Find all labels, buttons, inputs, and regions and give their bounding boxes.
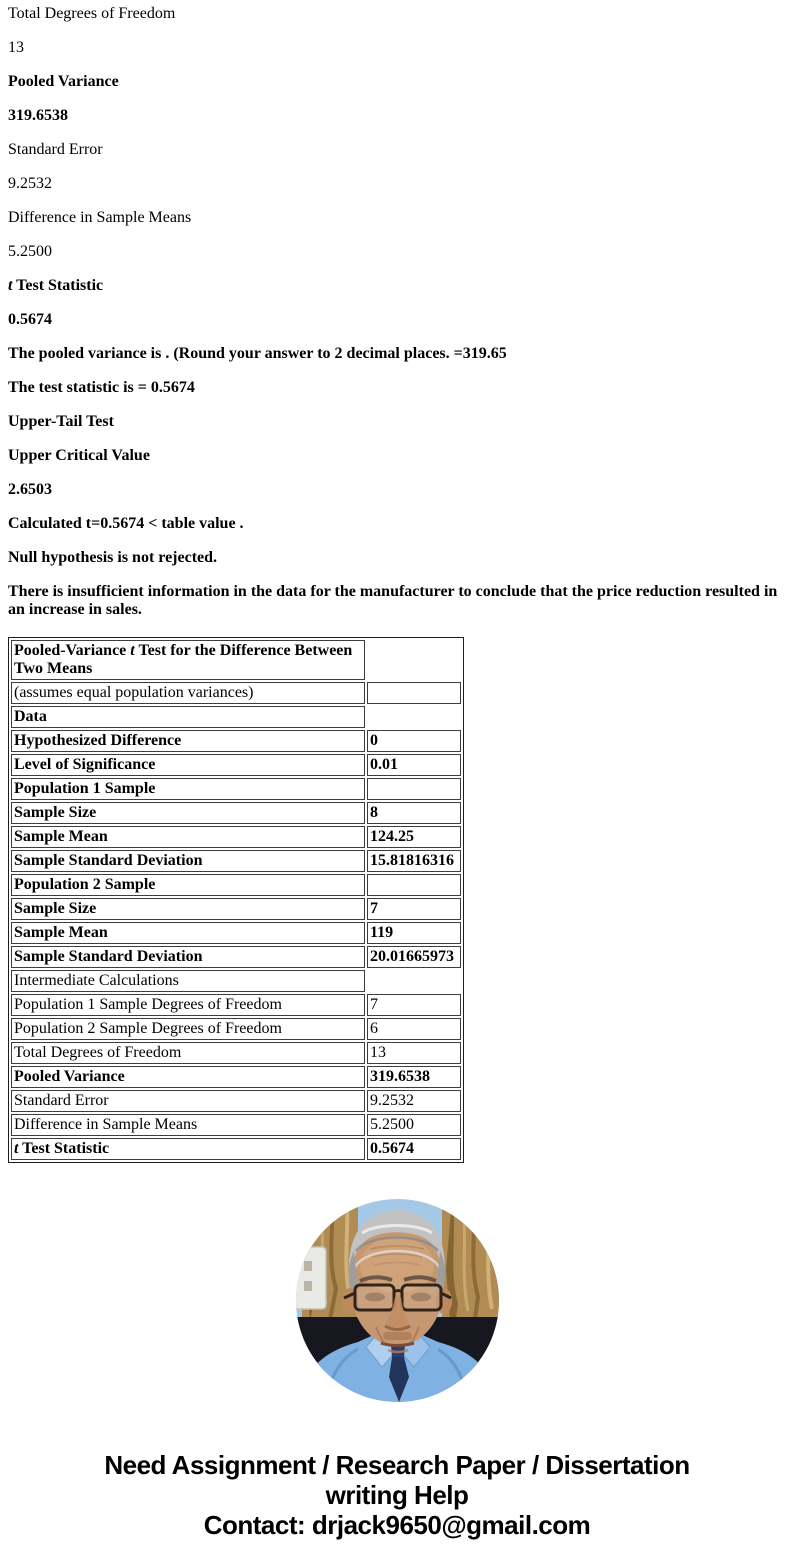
text-segment: Test for the Difference Between Two Means [14,642,353,677]
text-segment: Population 1 Sample Degrees of Freedom [14,996,282,1013]
text-segment: Sample Size [14,900,97,917]
table-row [11,946,461,968]
paragraph [8,413,786,431]
row-label [11,922,365,944]
paragraph [8,175,786,193]
table-row [11,994,461,1016]
table-row [11,778,461,800]
table-row [11,970,461,992]
text-segment: Null hypothesis is not rejected. [8,549,218,566]
row-value: 5.2500 [367,1114,461,1136]
table-row [11,898,461,920]
text-segment: Level of Significance [14,756,156,773]
text-segment: There is insufficient information in the data for the manufacturer to conclude that the price reduction resulted in an increase in sales. [8,583,778,618]
row-value [367,778,461,800]
text-segment: Intermediate Calculations [14,972,179,989]
table-row [11,802,461,824]
row-value [367,970,461,992]
paragraph [8,5,786,23]
text-segment: Test Statistic [12,277,104,294]
row-label [11,682,365,704]
row-label [11,706,365,728]
footer-line: Need Assignment / Research Paper / Dissertation [104,1450,690,1480]
row-label [11,730,365,752]
italic-text-segment: t [130,642,135,659]
switch-plate [296,1247,326,1309]
table-row [11,1018,461,1040]
row-value: 13 [367,1042,461,1064]
paragraph [8,447,786,465]
paragraph [8,107,786,125]
row-label [11,874,365,896]
paragraph [8,209,786,227]
paragraph [8,39,786,57]
paragraph [8,141,786,159]
italic-text-segment: t [8,277,13,294]
intro-paragraphs [8,5,786,619]
row-value [367,874,461,896]
table-row [11,682,461,704]
text-segment: Upper Critical Value [8,447,150,464]
table-row [11,1066,461,1088]
text-segment: Upper-Tail Test [8,413,114,430]
text-segment: Pooled Variance [14,1068,125,1085]
table-row [11,1090,461,1112]
text-segment: Total Degrees of Freedom [8,5,176,22]
row-label [11,1018,365,1040]
row-label [11,1066,365,1088]
row-label [11,754,365,776]
row-label [11,778,365,800]
row-value: 7 [367,898,461,920]
row-value: 8 [367,802,461,824]
table-row [11,850,461,872]
paragraph [8,277,786,295]
table-row [11,730,461,752]
table-row [11,706,461,728]
row-value [367,682,461,704]
row-value: 0 [367,730,461,752]
table-row [11,1138,461,1160]
row-label [11,994,365,1016]
text-segment: Standard Error [14,1092,109,1109]
row-value: 0.01 [367,754,461,776]
paragraph [8,311,786,329]
row-label [11,1042,365,1064]
table-row [11,1114,461,1136]
text-segment: Population 2 Sample [14,876,156,893]
row-value: 119 [367,922,461,944]
table-row [11,874,461,896]
text-segment: Population 2 Sample Degrees of Freedom [14,1020,282,1037]
paragraph [8,379,786,397]
row-value: 6 [367,1018,461,1040]
paragraph [8,515,786,533]
table-row [11,1042,461,1064]
row-value: 9.2532 [367,1090,461,1112]
row-label [11,1090,365,1112]
text-segment: Calculated t=0.5674 < table value . [8,515,244,532]
table-row [11,922,461,944]
row-label [11,826,365,848]
italic-text-segment: t [14,1140,19,1157]
paragraph [8,243,786,261]
row-value: 0.5674 [367,1138,461,1160]
text-segment: 13 [8,39,24,56]
paragraph [8,583,786,619]
row-label [11,946,365,968]
paragraph [8,73,786,91]
text-segment: The test statistic is = 0.5674 [8,379,195,396]
footer-line: writing Help [325,1480,469,1510]
paragraph [8,549,786,567]
table-row [11,826,461,848]
table-row [11,640,461,680]
row-value: 319.6538 [367,1066,461,1088]
row-value: 7 [367,994,461,1016]
text-segment: 319.6538 [8,107,68,124]
row-label [11,898,365,920]
row-label [11,970,365,992]
document-page [0,5,794,1540]
text-segment: Sample Mean [14,828,108,845]
text-segment: 5.2500 [8,243,52,260]
text-segment: 9.2532 [8,175,52,192]
text-segment: Standard Error [8,141,103,158]
text-segment: Sample Size [14,804,97,821]
text-segment: Difference in Sample Means [8,209,192,226]
pooled-variance-table [8,637,464,1163]
paragraph [8,481,786,499]
row-value [367,706,461,728]
row-label [11,802,365,824]
row-value: 20.01665973 [367,946,461,968]
text-segment: Sample Standard Deviation [14,948,203,965]
row-label [11,640,365,680]
text-segment: (assumes equal population variances) [14,684,254,701]
row-value [367,640,461,680]
text-segment: The pooled variance is . (Round your answer to 2 decimal places. =319.65 [8,345,507,362]
footer-contact-line: Contact: drjack9650@gmail.com [203,1510,591,1540]
text-segment: 0.5674 [8,311,52,328]
text-segment: Pooled-Variance [14,642,131,659]
text-segment: Sample Mean [14,924,108,941]
row-value: 15.81816316 [367,850,461,872]
table-row [11,754,461,776]
row-label [11,850,365,872]
text-segment: 2.6503 [8,481,52,498]
text-segment: Total Degrees of Freedom [14,1044,182,1061]
row-label [11,1114,365,1136]
stats-table-body [11,640,461,1160]
text-segment: Data [14,708,47,725]
tutor-portrait-photo [296,1199,499,1402]
paragraph [8,345,786,363]
text-segment: Population 1 Sample [14,780,156,797]
text-segment: Difference in Sample Means [14,1116,198,1133]
text-segment: Sample Standard Deviation [14,852,203,869]
text-segment: Hypothesized Difference [14,732,182,749]
row-value: 124.25 [367,826,461,848]
text-segment: Test Statistic [18,1140,110,1157]
row-label [11,1138,365,1160]
footer-text [8,1450,786,1540]
text-segment: Pooled Variance [8,73,119,90]
photo-row [8,1199,786,1402]
